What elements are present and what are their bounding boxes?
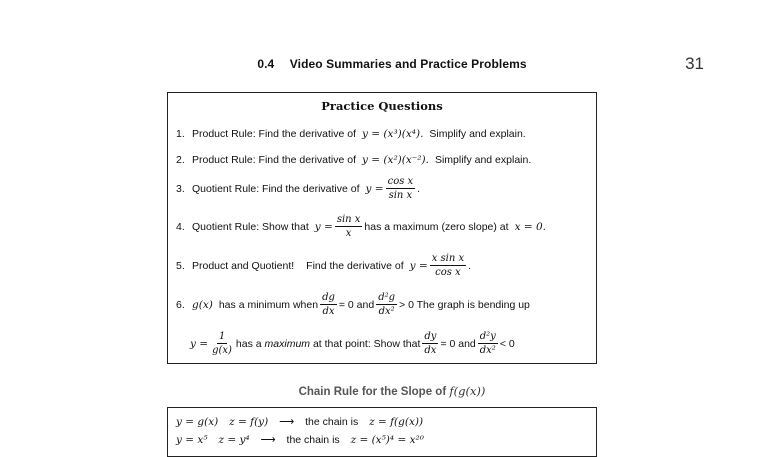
fraction: $\frac{\text{d²g}}{\text{dx²}}$ bbox=[378, 292, 396, 317]
section-title: Video Summaries and Practice Problems bbox=[289, 57, 527, 71]
question-6: 6. g(x) has a minimum when $\frac{dg}{dx}$ = 0 and $\frac{\text{d²g}}{\text{dx²}}$ > 0 The graph is bending up bbox=[176, 292, 530, 317]
question-1: 1. Product Rule: Find the derivative of y = (x³)(x⁴). Simplify and explain. bbox=[176, 128, 526, 140]
chain-rule-box bbox=[167, 407, 597, 457]
page-number: 31 bbox=[685, 54, 704, 73]
fraction: $\frac{\text{sin x}}{x}$ bbox=[336, 214, 361, 239]
chain-rule-caption: Chain Rule for the Slope of f(g(x)) bbox=[298, 384, 486, 398]
practice-questions-box bbox=[167, 92, 597, 364]
section-number: 0.4 bbox=[257, 57, 275, 71]
fraction: $\frac{dg}{dx}$ bbox=[322, 292, 335, 317]
fraction: $\frac{\text{d²y}}{\text{dx²}}$ bbox=[479, 331, 496, 356]
question-3: 3. Quotient Rule: Find the derivative of y = $\frac{\text{cos x}}{\text{sin x}}$ . bbox=[176, 176, 421, 201]
question-4: 4. Quotient Rule: Show that y = $\frac{\text{sin x}}{x}$ has a maximum (zero slope) at x = 0. bbox=[176, 214, 546, 239]
running-header bbox=[0, 57, 784, 71]
fraction: $\frac{\text{cos x}}{\text{sin x}}$ bbox=[387, 176, 414, 201]
question-2: 2. Product Rule: Find the derivative of y = (x²)(x⁻²). Simplify and explain. bbox=[176, 154, 532, 166]
chain-row-1: y = g(x) z = f(y) ⟶ the chain is z = f(g(x)) bbox=[176, 416, 424, 428]
fraction: $\frac{\text{x sin x}}{\text{cos x}}$ bbox=[431, 253, 465, 278]
question-6-continuation: y = $\frac{1}{g(x)}$ has a maximum at that point: Show that $\frac{dy}{dx}$ = 0 and $\frac{\text{d²y}}{\text{dx²}}$ < 0 bbox=[190, 331, 515, 356]
fraction: $\frac{1}{g(x)}$ bbox=[212, 331, 232, 356]
question-5: 5. Product and Quotient! Find the derivative of y = $\frac{\text{x sin x}}{\text{cos x}}$ . bbox=[176, 253, 472, 278]
practice-title: Practice Questions bbox=[321, 99, 443, 113]
fraction: $\frac{dy}{dx}$ bbox=[424, 331, 437, 356]
chain-row-2: y = x⁵ z = y⁴ ⟶ the chain is z = (x⁵)⁴ = x²⁰ bbox=[176, 434, 424, 446]
